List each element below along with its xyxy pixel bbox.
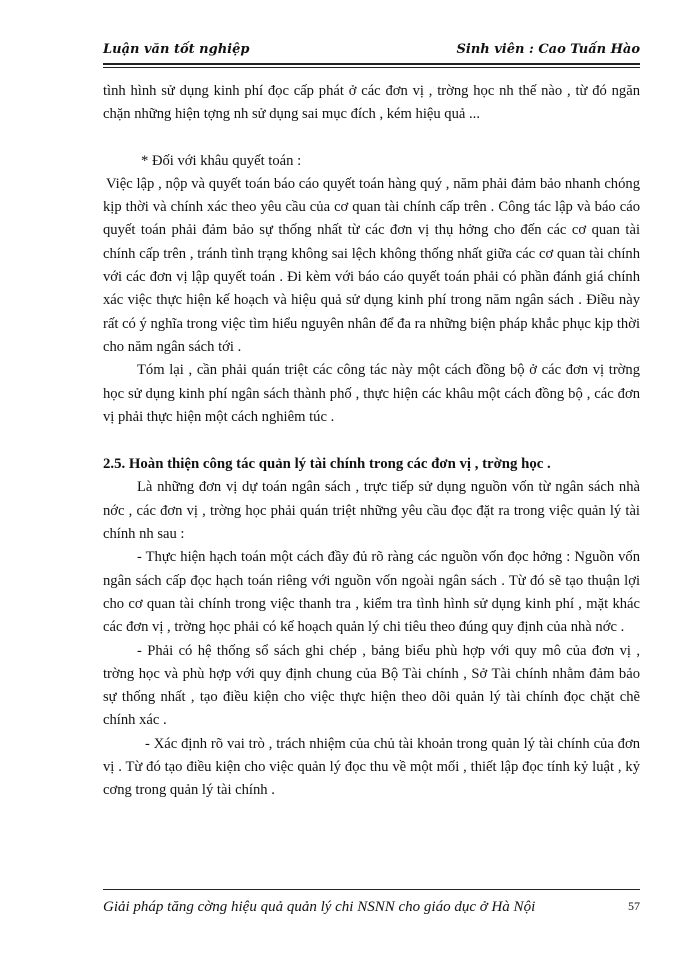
list-item: - Phải có hệ thống sổ sách ghi chép , bảng biểu phù hợp với quy mô của đơn vị , trờng học và phù hợp với quy định chung của Bộ Tài chính , Sở Tài chính nhằm đảm bảo sự thống nhất , tạo điều kiện cho việc thực hiện theo dõi quản lý tài chính đọc chặt chẽ chính xác . — [103, 642, 640, 729]
header-rule-thin — [103, 67, 640, 68]
header-right: Sinh viên : Cao Tuấn Hào — [456, 42, 640, 57]
header-left: Luận văn tốt nghiệp — [103, 42, 250, 57]
section-heading: 2.5. Hoàn thiện công tác quản lý tài chính trong các đơn vị , trờng học . — [103, 456, 551, 473]
paragraph: Việc lập , nộp và quyết toán báo cáo quyết toán hàng quý , năm phải đảm bảo nhanh chóng kịp thời và chính xác theo yêu cầu của cơ quan tài chính cấp trên . Công tác lập và báo cáo quyết toán phải đảm bảo sự thống nhất từ các đơn vị thụ hởng cho đến các cơ quan tài chính cấp trên , tránh tình trạng không sai lệch không thống nhất giữa các cơ quan tài chính với các đơn vị lập quyết toán . Đi kèm với báo cáo quyết toán phải có phần đánh giá chính xác việc thực hiện kế hoạch và hiệu quả sử dụng kinh phí trong năm ngân sách . Điều này rất có ý nghĩa trong việc tìm hiểu nguyên nhân để đa ra những biện pháp khắc phục kịp thời cho năm ngân sách tới . — [103, 175, 640, 355]
header-rule — [103, 63, 640, 65]
footer-rule — [103, 889, 640, 890]
running-header — [103, 38, 640, 64]
paragraph: tình hình sử dụng kinh phí đọc cấp phát ở các đơn vị , trờng học nh thế nào , từ đó ngăn chặn những hiện tợng nh sử dụng sai mục đích , kém hiệu quả ... — [103, 83, 640, 123]
paragraph: Là những đơn vị dự toán ngân sách , trực tiếp sử dụng nguồn vốn từ ngân sách nhà nớc , các đơn vị , trờng học phải quán triệt những yêu cầu đọc đặt ra trong việc quản lý tài chính nh sau : — [103, 479, 640, 543]
list-item: - Thực hiện hạch toán một cách đầy đủ rõ ràng các nguồn vốn đọc hởng : Nguồn vốn ngân sách cấp đọc hạch toán riêng với nguồn vốn ngoài ngân sách . Từ đó sẽ tạo thuận lợi cho cơ quan tài chính trong việc thanh tra , kiểm tra tình hình sử dụng kinh phí , mặt khác các đơn vị , trờng học phải có kế hoạch quản lý chi tiêu theo đúng quy định của nhà nớc . — [103, 549, 640, 636]
list-item: - Xác định rõ vai trò , trách nhiệm của chủ tài khoản trong quản lý tài chính của đơn vị . Từ đó tạo điều kiện cho việc quản lý đọc thu về một mối , thiết lập đọc tính kỷ luật , kỷ cơng trong quản lý tài chính . — [103, 735, 640, 799]
running-footer — [103, 899, 640, 923]
paragraph: Tóm lại , cần phải quán triệt các công tác này một cách đồng bộ ở các đơn vị trờng học sử dụng kinh phí ngân sách thành phố , thực hiện các khâu một cách đồng bộ , các đơn vị phải thực hiện một cách nghiêm túc . — [103, 362, 640, 425]
paragraph-subheading: * Đối với khâu quyết toán : — [141, 152, 302, 169]
footer-title: Giải pháp tăng cờng hiệu quả quản lý chi NSNN cho giáo dục ở Hà Nội — [103, 899, 536, 915]
page-number: 57 — [628, 899, 640, 913]
body-text — [103, 80, 640, 803]
